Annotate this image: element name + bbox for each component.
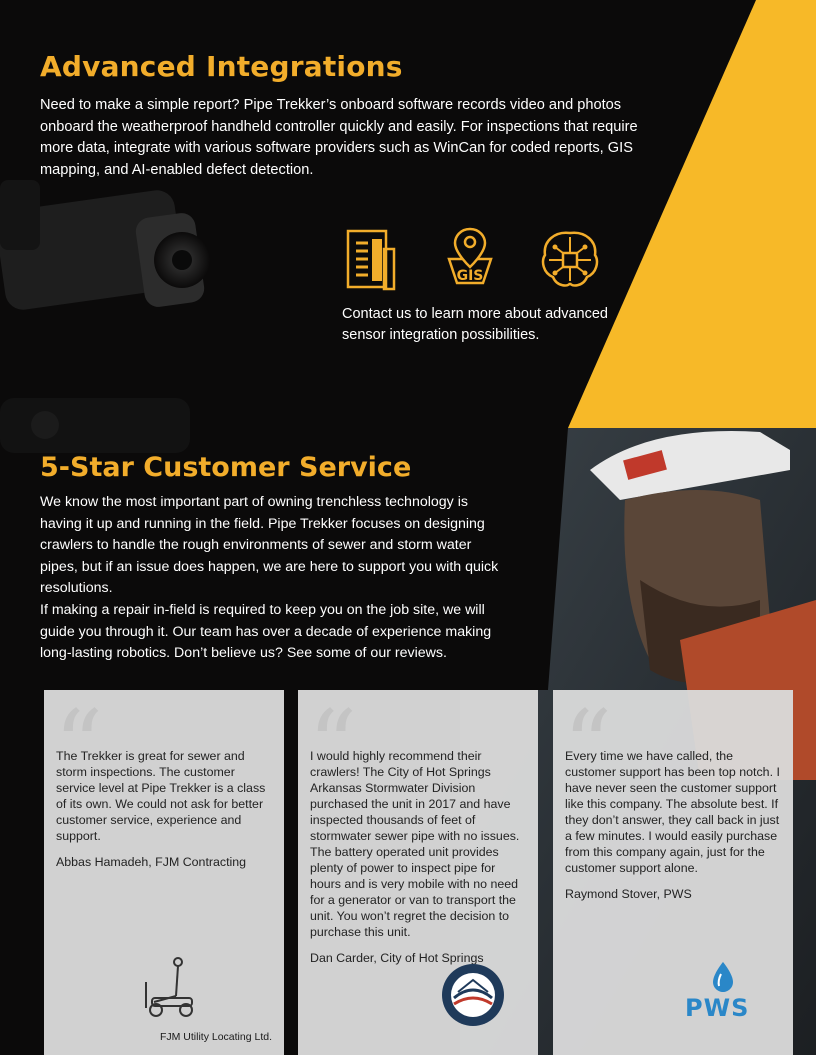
report-icon <box>340 225 410 295</box>
gis-map-pin-icon <box>435 225 505 295</box>
customer-service-heading: 5-Star Customer Service <box>40 452 412 483</box>
pws-logo <box>681 960 771 1030</box>
camera-crawler-image <box>0 180 210 453</box>
review-card-pws <box>553 690 793 1055</box>
yellow-diagonal-shape <box>568 0 816 428</box>
review-author: Abbas Hamadeh, FJM Contracting <box>56 855 247 869</box>
review-card-fjm <box>44 690 284 1055</box>
integration-icons <box>340 225 640 295</box>
ai-brain-icon <box>535 225 605 295</box>
contact-text: Contact us to learn more about advanced sensor integration possibilities. <box>342 306 608 343</box>
quote-mark-icon: “ <box>308 690 358 802</box>
pws-logo-text: PWS <box>685 994 750 1022</box>
service-paragraph-1: We know the most important part of owning trenchless technology is having it up and running in the field. Pipe Trekker focuses on designing crawlers to handle the rough environments of sewer and storm water pipes, but if an issue does happen, we are here to support you with quick resolutions. <box>40 494 499 596</box>
review-text: Every time we have called, the customer support has been top notch. I have never seen the customer support like this company. The absolute best. If they don’t answer, they call back in just a few minutes. I would easily purchase from this company again, just for the customer support alone. <box>565 749 780 875</box>
integrations-intro-text: Need to make a simple report? Pipe Trekker’s onboard software records video and photos onboard the weatherproof handheld controller quickly and easily. For inspections that require more data, integrate with various software providers such as WinCan for coded reports, GIS mapping, and AI-enabled defect detection. <box>40 97 638 178</box>
city-of-hot-springs-seal-icon <box>440 962 506 1028</box>
review-author: Dan Carder, City of Hot Springs <box>310 951 484 965</box>
advanced-integrations-heading: Advanced Integrations <box>40 50 403 83</box>
quote-mark-icon: “ <box>54 690 104 802</box>
fjm-crawler-logo-icon <box>136 952 206 1022</box>
review-card-hot-springs <box>298 690 538 1055</box>
fjm-logo-label: FJM Utility Locating Ltd. <box>159 1031 272 1043</box>
service-paragraph-2: If making a repair in-field is required to keep you on the job site, we will guide you through it. Our team has over a decade of experience making long-lasting robotics. Don’t believe us? See some of our reviews. <box>40 602 492 661</box>
review-author: Raymond Stover, PWS <box>565 887 692 901</box>
review-text: The Trekker is great for sewer and storm inspections. The customer service level at Pipe Trekker is a class of its own. We could not ask for better customer service, experience and support. <box>56 749 266 843</box>
water-drop-icon <box>681 960 771 994</box>
review-text: I would highly recommend their crawlers! The City of Hot Springs Arkansas Stormwater Division purchased the unit in 2017 and have inspected thousands of feet of stormwater sewer pipe with no issues. The battery operated unit provides plenty of power to inspect pipe for hours and is very mobile with no need for a generator or van to transport the unit. You won’t regret the decision to purchase this unit. <box>310 749 520 939</box>
quote-mark-icon: “ <box>563 690 613 802</box>
svg-text:GIS: GIS <box>456 268 484 284</box>
